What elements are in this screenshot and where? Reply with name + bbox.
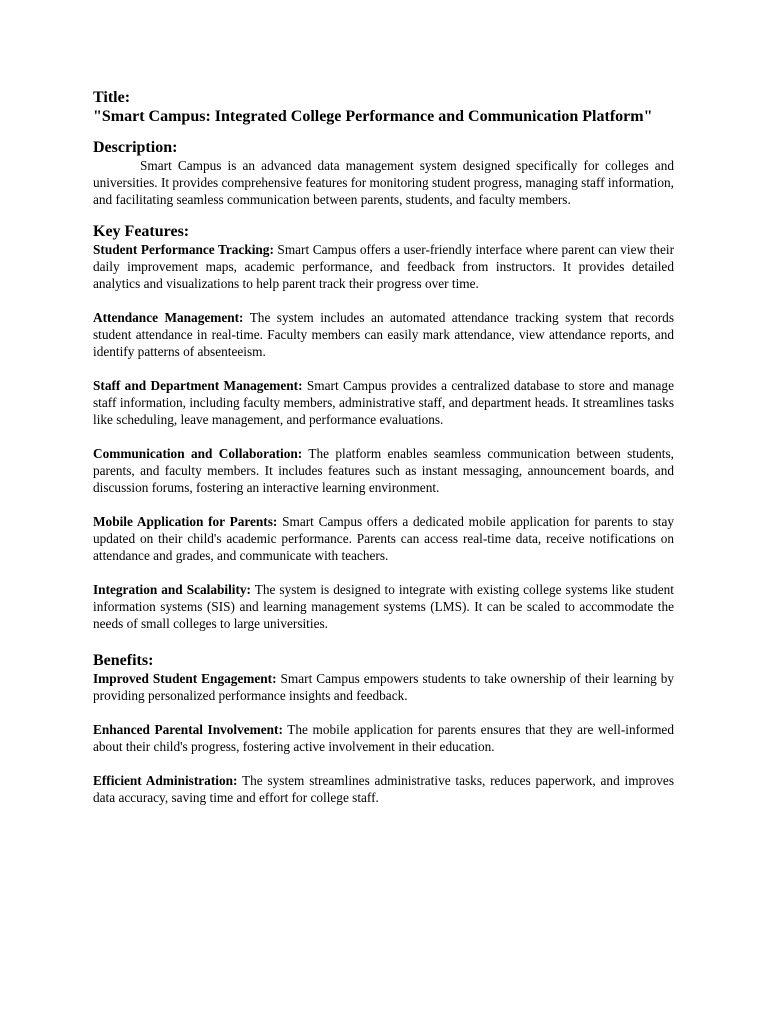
benefit-text: The system streamlines administrative tasks, reduces paperwork, and improves data accuracy, saving time and effort for college staff. <box>93 773 674 805</box>
benefits-heading: Benefits: <box>93 652 154 669</box>
feature-term: Integration and Scalability: <box>93 582 251 597</box>
benefit-term: Enhanced Parental Involvement: <box>93 722 283 737</box>
feature-term: Attendance Management: <box>93 310 244 325</box>
feature-term: Student Performance Tracking: <box>93 242 274 257</box>
document-content <box>93 88 674 806</box>
benefit-term: Improved Student Engagement: <box>93 671 277 686</box>
benefit-item-engagement <box>93 670 674 704</box>
feature-text: Smart Campus offers a dedicated mobile application for parents to stay updated on their child's academic performance. Parents can access real-time data, receive notifications on attendance and grades, and communicate with teachers. <box>93 514 674 563</box>
feature-text: Smart Campus offers a user-friendly interface where parent can view their daily improvement maps, academic performance, and feedback from instructors. It provides detailed analytics and visualizations to help parent track their progress over time. <box>93 242 675 291</box>
benefit-item-parental <box>93 721 674 755</box>
feature-term: Communication and Collaboration: <box>93 446 303 461</box>
feature-text: The platform enables seamless communication between students, parents, and faculty members. It includes features such as instant messaging, announcement boards, and discussion forums, fostering an interactive learning environment. <box>93 446 675 495</box>
feature-text: Smart Campus provides a centralized database to store and manage staff information, including faculty members, administrative staff, and department heads. It streamlines tasks like scheduling, leave management, and performance evaluations. <box>93 378 674 427</box>
benefit-item-administration <box>93 772 674 806</box>
feature-term: Mobile Application for Parents: <box>93 514 278 529</box>
key-features-heading: Key Features: <box>93 223 190 240</box>
feature-text: The system is designed to integrate with existing college systems like student information systems (SIS) and learning management systems (LMS). It can be scaled to accommodate the needs of small colleges to large universities. <box>93 582 674 631</box>
benefit-term: Efficient Administration: <box>93 773 238 788</box>
feature-item-mobile-app <box>93 513 674 564</box>
feature-text: The system includes an automated attendance tracking system that records student attendance in real-time. Faculty members can easily mark attendance, view attendance reports, and identify patterns of absenteeism. <box>93 310 674 359</box>
document-title: "Smart Campus: Integrated College Performance and Communication Platform" <box>93 108 653 125</box>
benefit-text: Smart Campus empowers students to take ownership of their learning by providing personalized performance insights and feedback. <box>93 671 675 703</box>
feature-term: Staff and Department Management: <box>93 378 303 393</box>
feature-item-communication <box>93 445 674 496</box>
title-label: Title: <box>93 89 131 106</box>
benefit-text: The mobile application for parents ensures that they are well-informed about their child's progress, fostering active involvement in their education. <box>93 722 674 754</box>
description-paragraph: Smart Campus is an advanced data management system designed specifically for colleges and universities. It provides comprehensive features for monitoring student progress, managing staff information, and facilitating seamless communication between parents, students, and faculty members. <box>93 158 674 207</box>
feature-item-staff-department <box>93 377 674 428</box>
feature-item-attendance <box>93 309 674 360</box>
description-heading: Description: <box>93 139 178 156</box>
feature-item-integration <box>93 581 674 632</box>
feature-item-student-performance <box>93 241 674 292</box>
